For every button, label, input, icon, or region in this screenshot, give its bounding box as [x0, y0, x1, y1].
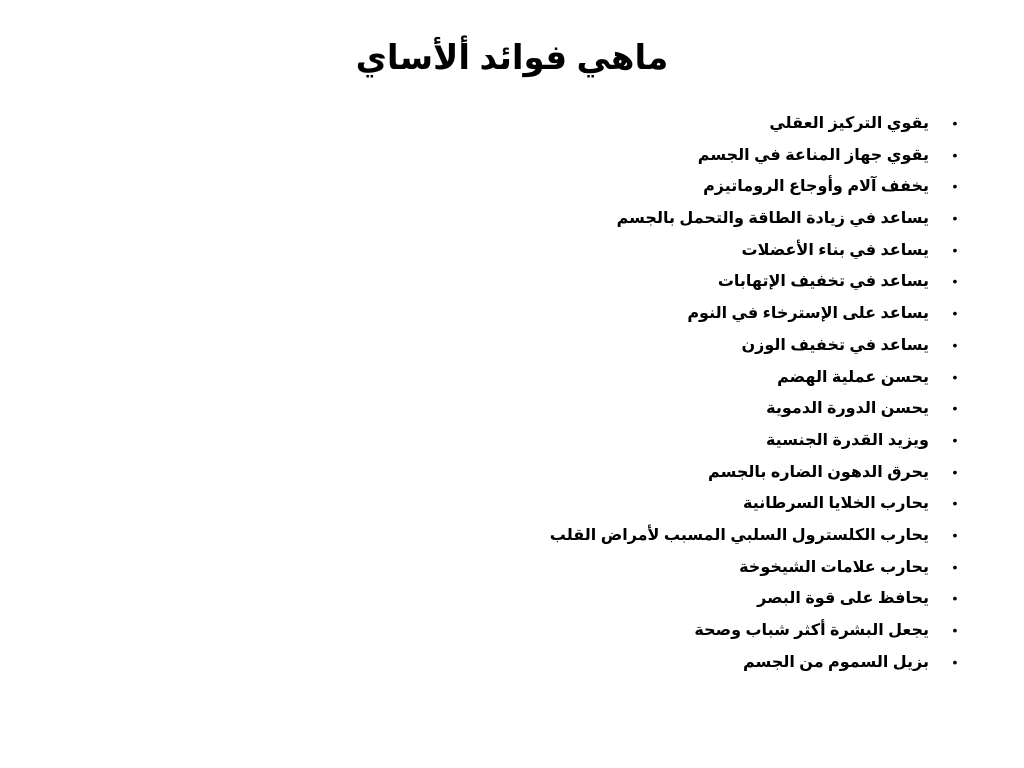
- bullet-icon: •: [952, 178, 958, 195]
- bullet-icon: •: [952, 558, 958, 575]
- list-item: [84, 520, 964, 552]
- bullet-icon: •: [952, 431, 958, 448]
- slide-title: ماهي فوائد ألأساي: [355, 39, 669, 77]
- list-item-text: يحسن الدورة الدموية: [766, 400, 929, 418]
- list-item-text: ويزيد القدرة الجنسية: [765, 431, 929, 449]
- list-item: [84, 647, 964, 679]
- list-item-text: بزيل السموم من الجسم: [743, 653, 929, 671]
- bullet-icon: •: [952, 495, 958, 512]
- list-item-text: يحارب الخلايا السرطانية: [743, 495, 929, 513]
- bullet-icon: •: [952, 241, 958, 258]
- list-item-text: يحرق الدهون الضاره بالجسم: [708, 463, 929, 481]
- list-item-text: يقوي جهاز المناعة في الجسم: [697, 146, 929, 164]
- bullet-icon: •: [952, 400, 958, 417]
- bullet-icon: •: [952, 653, 958, 670]
- bullet-icon: •: [952, 336, 958, 353]
- bullet-icon: •: [952, 210, 958, 227]
- bullet-icon: •: [952, 590, 958, 607]
- bullet-list: [84, 108, 964, 678]
- list-item-text: يساعد في زيادة الطاقة والتحمل بالجسم: [616, 210, 929, 228]
- list-item-text: يساعد في بناء الأعضلات: [741, 241, 929, 259]
- list-item-text: يجعل البشرة أكثر شباب وصحة: [694, 622, 929, 639]
- bullet-icon: •: [952, 526, 958, 543]
- list-item: [84, 171, 964, 203]
- list-item: [84, 615, 964, 647]
- list-item: [84, 457, 964, 489]
- list-item: [84, 393, 964, 425]
- list-item-text: يساعد على الإسترخاء في النوم: [687, 305, 929, 323]
- list-item-text: يحارب الكلسترول السلبي المسبب لأمراض القلب: [549, 526, 929, 544]
- bullet-icon: •: [952, 115, 958, 131]
- list-item: [84, 488, 964, 520]
- list-item-text: يخفف آلام وأوجاع الروماتيزم: [703, 178, 929, 196]
- bullet-icon: •: [952, 368, 958, 385]
- list-item: [84, 583, 964, 615]
- list-item-text: يحسن عملية الهضم: [777, 368, 929, 386]
- list-item: [84, 203, 964, 235]
- bullet-icon: •: [952, 622, 958, 638]
- list-item: [84, 330, 964, 362]
- list-item-text: يحافظ على قوة البصر: [757, 590, 929, 608]
- list-item: [84, 362, 964, 394]
- list-item-text: يساعد في تخفيف الإتهابات: [717, 273, 929, 291]
- list-item: [84, 552, 964, 584]
- list-item: [84, 235, 964, 267]
- list-item-text: يقوي التركيز العقلي: [769, 115, 929, 132]
- list-item-text: يحارب علامات الشيخوخة: [739, 558, 929, 576]
- list-item: [84, 140, 964, 172]
- bullet-icon: •: [952, 273, 958, 290]
- bullet-icon: •: [952, 146, 958, 163]
- list-item: [84, 298, 964, 330]
- list-item: [84, 425, 964, 457]
- bullet-icon: •: [952, 305, 958, 322]
- list-item: [84, 266, 964, 298]
- list-item: [84, 108, 964, 140]
- bullet-icon: •: [952, 463, 958, 480]
- list-item-text: يساعد في تخفيف الوزن: [741, 336, 929, 354]
